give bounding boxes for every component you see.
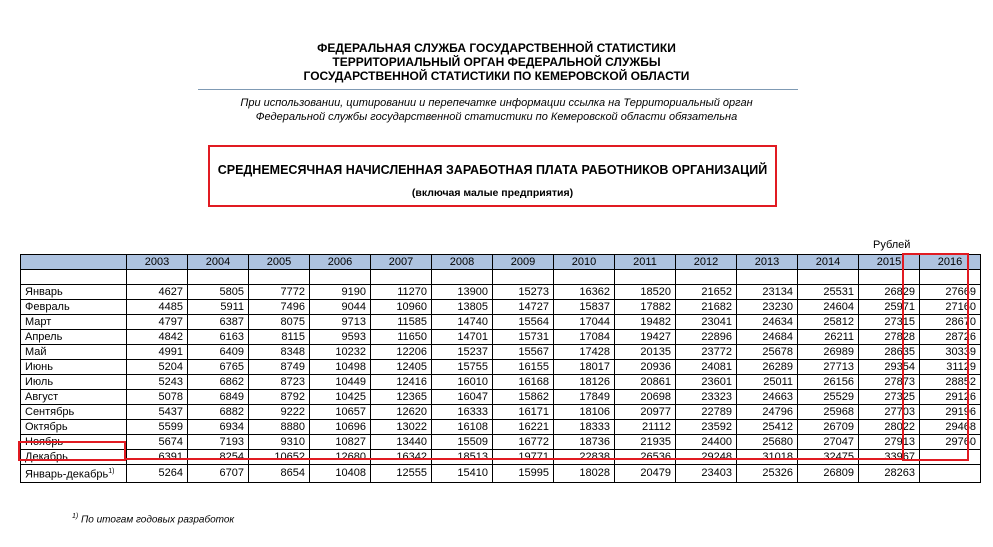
value-cell: 6882 bbox=[188, 405, 249, 420]
value-cell: 24081 bbox=[676, 360, 737, 375]
year-header: 2015 bbox=[859, 255, 920, 270]
value-cell: 5911 bbox=[188, 300, 249, 315]
row-label-text: Февраль bbox=[25, 301, 70, 313]
table-title: СРЕДНЕМЕСЯЧНАЯ НАЧИСЛЕННАЯ ЗАРАБОТНАЯ ПЛАТА РАБОТНИКОВ ОРГАНИЗАЦИЙ bbox=[217, 163, 768, 177]
value-cell: 12620 bbox=[371, 405, 432, 420]
value-cell: 26989 bbox=[798, 345, 859, 360]
value-cell: 14727 bbox=[493, 300, 554, 315]
highlight-november-label bbox=[18, 441, 126, 461]
value-cell: 16221 bbox=[493, 420, 554, 435]
value-cell: 13805 bbox=[432, 300, 493, 315]
value-cell: 17084 bbox=[554, 330, 615, 345]
row-label bbox=[21, 420, 127, 435]
value-cell: 6934 bbox=[188, 420, 249, 435]
value-cell: 8723 bbox=[249, 375, 310, 390]
value-cell: 20936 bbox=[615, 360, 676, 375]
value-cell: 12680 bbox=[310, 450, 371, 465]
value-cell: 15410 bbox=[432, 465, 493, 483]
row-label-text: Январь bbox=[25, 286, 63, 298]
value-cell: 23323 bbox=[676, 390, 737, 405]
value-cell: 6765 bbox=[188, 360, 249, 375]
empty-cell bbox=[249, 270, 310, 285]
value-cell: 6387 bbox=[188, 315, 249, 330]
value-cell: 15564 bbox=[493, 315, 554, 330]
value-cell: 27828 bbox=[859, 330, 920, 345]
value-cell: 10652 bbox=[249, 450, 310, 465]
value-cell: 10827 bbox=[310, 435, 371, 450]
highlight-2016-column bbox=[902, 253, 969, 461]
value-cell: 15567 bbox=[493, 345, 554, 360]
table-row bbox=[21, 300, 981, 315]
value-cell: 15273 bbox=[493, 285, 554, 300]
row-label bbox=[21, 375, 127, 390]
table-row bbox=[21, 345, 981, 360]
empty-cell bbox=[737, 270, 798, 285]
empty-cell bbox=[676, 270, 737, 285]
value-cell: 18736 bbox=[554, 435, 615, 450]
value-cell: 18028 bbox=[554, 465, 615, 483]
value-cell: 17428 bbox=[554, 345, 615, 360]
value-cell: 25968 bbox=[798, 405, 859, 420]
year-header: 2009 bbox=[493, 255, 554, 270]
value-cell: 6163 bbox=[188, 330, 249, 345]
value-cell: 27873 bbox=[859, 375, 920, 390]
table-header-row bbox=[21, 255, 981, 270]
value-cell: 18106 bbox=[554, 405, 615, 420]
value-cell: 6849 bbox=[188, 390, 249, 405]
value-cell: 27325 bbox=[859, 390, 920, 405]
value-cell: 24400 bbox=[676, 435, 737, 450]
year-header: 2007 bbox=[371, 255, 432, 270]
empty-cell bbox=[188, 270, 249, 285]
value-cell: 12416 bbox=[371, 375, 432, 390]
value-cell: 15862 bbox=[493, 390, 554, 405]
empty-cell bbox=[615, 270, 676, 285]
table-row bbox=[21, 360, 981, 375]
year-header: 2010 bbox=[554, 255, 615, 270]
value-cell: 12206 bbox=[371, 345, 432, 360]
row-label-text: Сентябрь bbox=[25, 406, 75, 418]
table-row bbox=[21, 420, 981, 435]
value-cell: 20977 bbox=[615, 405, 676, 420]
year-header: 2013 bbox=[737, 255, 798, 270]
value-cell: 29126 bbox=[920, 390, 981, 405]
value-cell: 23772 bbox=[676, 345, 737, 360]
value-cell: 5674 bbox=[127, 435, 188, 450]
value-cell: 23601 bbox=[676, 375, 737, 390]
value-cell: 10408 bbox=[310, 465, 371, 483]
value-cell: 22838 bbox=[554, 450, 615, 465]
agency-title-line-2: ТЕРРИТОРИАЛЬНЫЙ ОРГАН ФЕДЕРАЛЬНОЙ СЛУЖБЫ bbox=[332, 55, 661, 69]
value-cell: 24663 bbox=[737, 390, 798, 405]
value-cell: 16362 bbox=[554, 285, 615, 300]
table-row bbox=[21, 435, 981, 450]
value-cell: 27669 bbox=[920, 285, 981, 300]
value-cell: 5599 bbox=[127, 420, 188, 435]
value-cell: 10232 bbox=[310, 345, 371, 360]
value-cell: 32475 bbox=[798, 450, 859, 465]
footnote-mark: 1) bbox=[72, 513, 79, 520]
value-cell bbox=[920, 465, 981, 483]
value-cell: 15837 bbox=[554, 300, 615, 315]
value-cell: 4842 bbox=[127, 330, 188, 345]
value-cell: 24796 bbox=[737, 405, 798, 420]
value-cell: 20135 bbox=[615, 345, 676, 360]
value-cell: 27315 bbox=[859, 315, 920, 330]
value-cell: 6409 bbox=[188, 345, 249, 360]
year-header: 2005 bbox=[249, 255, 310, 270]
value-cell: 25412 bbox=[737, 420, 798, 435]
value-cell: 26156 bbox=[798, 375, 859, 390]
row-label bbox=[21, 300, 127, 315]
unit-label: Рублей bbox=[873, 239, 911, 251]
value-cell: 30339 bbox=[920, 345, 981, 360]
value-cell: 10696 bbox=[310, 420, 371, 435]
year-header: 2004 bbox=[188, 255, 249, 270]
value-cell: 29760 bbox=[920, 435, 981, 450]
value-cell: 27913 bbox=[859, 435, 920, 450]
value-cell: 25812 bbox=[798, 315, 859, 330]
value-cell: 8880 bbox=[249, 420, 310, 435]
value-cell: 11585 bbox=[371, 315, 432, 330]
value-cell: 25326 bbox=[737, 465, 798, 483]
value-cell: 27713 bbox=[798, 360, 859, 375]
table-row bbox=[21, 405, 981, 420]
salary-table bbox=[20, 254, 981, 483]
row-label bbox=[21, 285, 127, 300]
value-cell: 23041 bbox=[676, 315, 737, 330]
value-cell: 5264 bbox=[127, 465, 188, 483]
value-cell: 16108 bbox=[432, 420, 493, 435]
value-cell: 9044 bbox=[310, 300, 371, 315]
value-cell: 23403 bbox=[676, 465, 737, 483]
value-cell: 18513 bbox=[432, 450, 493, 465]
value-cell: 26289 bbox=[737, 360, 798, 375]
value-cell: 25678 bbox=[737, 345, 798, 360]
value-cell: 24604 bbox=[798, 300, 859, 315]
value-cell: 16047 bbox=[432, 390, 493, 405]
value-cell: 16333 bbox=[432, 405, 493, 420]
row-label-text: Октябрь bbox=[25, 421, 68, 433]
row-label-text: Июль bbox=[25, 376, 54, 388]
value-cell: 25529 bbox=[798, 390, 859, 405]
value-cell: 26709 bbox=[798, 420, 859, 435]
value-cell: 18126 bbox=[554, 375, 615, 390]
value-cell: 26211 bbox=[798, 330, 859, 345]
value-cell: 26536 bbox=[615, 450, 676, 465]
value-cell: 7193 bbox=[188, 435, 249, 450]
value-cell: 7772 bbox=[249, 285, 310, 300]
value-cell: 5805 bbox=[188, 285, 249, 300]
value-cell: 16772 bbox=[493, 435, 554, 450]
value-cell: 29354 bbox=[859, 360, 920, 375]
value-cell: 19427 bbox=[615, 330, 676, 345]
value-cell: 7496 bbox=[249, 300, 310, 315]
empty-cell bbox=[432, 270, 493, 285]
empty-cell bbox=[554, 270, 615, 285]
row-label bbox=[21, 360, 127, 375]
empty-cell bbox=[493, 270, 554, 285]
header-corner-cell bbox=[21, 255, 127, 270]
footnote bbox=[72, 513, 234, 525]
value-cell: 10498 bbox=[310, 360, 371, 375]
highlight-november-underline bbox=[126, 458, 902, 460]
value-cell: 28263 bbox=[859, 465, 920, 483]
value-cell: 20479 bbox=[615, 465, 676, 483]
value-cell: 33967 bbox=[859, 450, 920, 465]
value-cell: 8254 bbox=[188, 450, 249, 465]
value-cell: 24634 bbox=[737, 315, 798, 330]
year-header: 2011 bbox=[615, 255, 676, 270]
value-cell: 16171 bbox=[493, 405, 554, 420]
value-cell: 10657 bbox=[310, 405, 371, 420]
value-cell: 13022 bbox=[371, 420, 432, 435]
value-cell: 31129 bbox=[920, 360, 981, 375]
value-cell: 29196 bbox=[920, 405, 981, 420]
value-cell: 19771 bbox=[493, 450, 554, 465]
row-label-text: Декабрь bbox=[25, 451, 68, 463]
value-cell: 11270 bbox=[371, 285, 432, 300]
agency-title-line-3: ГОСУДАРСТВЕННОЙ СТАТИСТИКИ ПО КЕМЕРОВСКОЙ ОБЛАСТИ bbox=[303, 69, 690, 83]
value-cell: 22896 bbox=[676, 330, 737, 345]
value-cell: 8075 bbox=[249, 315, 310, 330]
year-header: 2003 bbox=[127, 255, 188, 270]
value-cell: 20698 bbox=[615, 390, 676, 405]
value-cell: 6862 bbox=[188, 375, 249, 390]
value-cell: 28635 bbox=[859, 345, 920, 360]
row-label bbox=[21, 315, 127, 330]
table-row bbox=[21, 315, 981, 330]
value-cell: 5204 bbox=[127, 360, 188, 375]
row-label bbox=[21, 405, 127, 420]
value-cell: 25531 bbox=[798, 285, 859, 300]
value-cell: 18017 bbox=[554, 360, 615, 375]
table-row bbox=[21, 375, 981, 390]
value-cell: 16168 bbox=[493, 375, 554, 390]
value-cell: 16155 bbox=[493, 360, 554, 375]
row-label-text: Ноябрь bbox=[25, 436, 64, 448]
value-cell: 10449 bbox=[310, 375, 371, 390]
value-cell: 11650 bbox=[371, 330, 432, 345]
value-cell: 9190 bbox=[310, 285, 371, 300]
year-header: 2016 bbox=[920, 255, 981, 270]
value-cell: 15509 bbox=[432, 435, 493, 450]
footnote-text: По итогам годовых разработок bbox=[78, 514, 235, 526]
row-label-text: Август bbox=[25, 391, 59, 403]
value-cell: 28022 bbox=[859, 420, 920, 435]
table-subtitle: (включая малые предприятия) bbox=[411, 187, 574, 199]
value-cell: 27703 bbox=[859, 405, 920, 420]
row-label bbox=[21, 390, 127, 405]
value-cell: 25680 bbox=[737, 435, 798, 450]
value-cell: 16342 bbox=[371, 450, 432, 465]
value-cell: 21682 bbox=[676, 300, 737, 315]
row-label-text: Январь-декабрь bbox=[25, 468, 109, 481]
value-cell: 28726 bbox=[920, 330, 981, 345]
value-cell: 27047 bbox=[798, 435, 859, 450]
value-cell: 21935 bbox=[615, 435, 676, 450]
table-row bbox=[21, 285, 981, 300]
value-cell: 13900 bbox=[432, 285, 493, 300]
value-cell: 14740 bbox=[432, 315, 493, 330]
empty-cell bbox=[310, 270, 371, 285]
value-cell: 22789 bbox=[676, 405, 737, 420]
row-label-text: Апрель bbox=[25, 331, 63, 343]
value-cell: 4797 bbox=[127, 315, 188, 330]
row-label-footnote-mark: 1) bbox=[108, 468, 115, 475]
year-header: 2014 bbox=[798, 255, 859, 270]
table-row bbox=[21, 390, 981, 405]
value-cell: 12365 bbox=[371, 390, 432, 405]
citation-notice-line-1: При использовании, цитировании и перепечатке информации ссылка на Территориальный орган bbox=[240, 97, 753, 109]
value-cell: 23592 bbox=[676, 420, 737, 435]
value-cell: 5437 bbox=[127, 405, 188, 420]
value-cell: 12555 bbox=[371, 465, 432, 483]
table-row bbox=[21, 450, 981, 465]
header-divider bbox=[198, 89, 798, 90]
value-cell: 23230 bbox=[737, 300, 798, 315]
value-cell: 6391 bbox=[127, 450, 188, 465]
value-cell: 9713 bbox=[310, 315, 371, 330]
empty-cell bbox=[21, 270, 127, 285]
value-cell: 20861 bbox=[615, 375, 676, 390]
row-label-text: Май bbox=[25, 346, 47, 358]
year-header: 2006 bbox=[310, 255, 371, 270]
value-cell: 21112 bbox=[615, 420, 676, 435]
value-cell: 5243 bbox=[127, 375, 188, 390]
table-spacer-row bbox=[21, 270, 981, 285]
empty-cell bbox=[798, 270, 859, 285]
value-cell: 8348 bbox=[249, 345, 310, 360]
value-cell: 18333 bbox=[554, 420, 615, 435]
value-cell: 27160 bbox=[920, 300, 981, 315]
value-cell: 15755 bbox=[432, 360, 493, 375]
value-cell: 10960 bbox=[371, 300, 432, 315]
value-cell: 4627 bbox=[127, 285, 188, 300]
empty-cell bbox=[127, 270, 188, 285]
row-label bbox=[21, 330, 127, 345]
value-cell: 8749 bbox=[249, 360, 310, 375]
year-header: 2008 bbox=[432, 255, 493, 270]
value-cell: 14701 bbox=[432, 330, 493, 345]
value-cell: 21652 bbox=[676, 285, 737, 300]
value-cell: 19482 bbox=[615, 315, 676, 330]
value-cell: 15995 bbox=[493, 465, 554, 483]
value-cell: 28670 bbox=[920, 315, 981, 330]
row-label-text: Июнь bbox=[25, 361, 53, 373]
value-cell: 8115 bbox=[249, 330, 310, 345]
value-cell: 25971 bbox=[859, 300, 920, 315]
table-row bbox=[21, 465, 981, 483]
row-label bbox=[21, 345, 127, 360]
value-cell: 4485 bbox=[127, 300, 188, 315]
value-cell: 17882 bbox=[615, 300, 676, 315]
value-cell: 29248 bbox=[676, 450, 737, 465]
value-cell: 12405 bbox=[371, 360, 432, 375]
value-cell: 10425 bbox=[310, 390, 371, 405]
row-label bbox=[21, 465, 127, 483]
value-cell: 31018 bbox=[737, 450, 798, 465]
value-cell: 9222 bbox=[249, 405, 310, 420]
value-cell: 8654 bbox=[249, 465, 310, 483]
value-cell: 16010 bbox=[432, 375, 493, 390]
value-cell: 25011 bbox=[737, 375, 798, 390]
value-cell: 24684 bbox=[737, 330, 798, 345]
value-cell: 15731 bbox=[493, 330, 554, 345]
table-row bbox=[21, 330, 981, 345]
value-cell: 9310 bbox=[249, 435, 310, 450]
table-title-box bbox=[208, 145, 777, 207]
value-cell: 13440 bbox=[371, 435, 432, 450]
value-cell: 9593 bbox=[310, 330, 371, 345]
value-cell: 4991 bbox=[127, 345, 188, 360]
value-cell: 28852 bbox=[920, 375, 981, 390]
value-cell: 5078 bbox=[127, 390, 188, 405]
value-cell: 18520 bbox=[615, 285, 676, 300]
value-cell: 23134 bbox=[737, 285, 798, 300]
value-cell: 8792 bbox=[249, 390, 310, 405]
value-cell: 29468 bbox=[920, 420, 981, 435]
value-cell: 26809 bbox=[798, 465, 859, 483]
value-cell: 17044 bbox=[554, 315, 615, 330]
citation-notice-line-2: Федеральной службы государственной статистики по Кемеровской области обязательна bbox=[255, 111, 738, 123]
empty-cell bbox=[371, 270, 432, 285]
value-cell: 6707 bbox=[188, 465, 249, 483]
value-cell: 26829 bbox=[859, 285, 920, 300]
row-label-text: Март bbox=[25, 316, 52, 328]
value-cell: 17849 bbox=[554, 390, 615, 405]
value-cell: 15237 bbox=[432, 345, 493, 360]
year-header: 2012 bbox=[676, 255, 737, 270]
agency-title-line-1: ФЕДЕРАЛЬНАЯ СЛУЖБА ГОСУДАРСТВЕННОЙ СТАТИСТИКИ bbox=[317, 41, 676, 55]
